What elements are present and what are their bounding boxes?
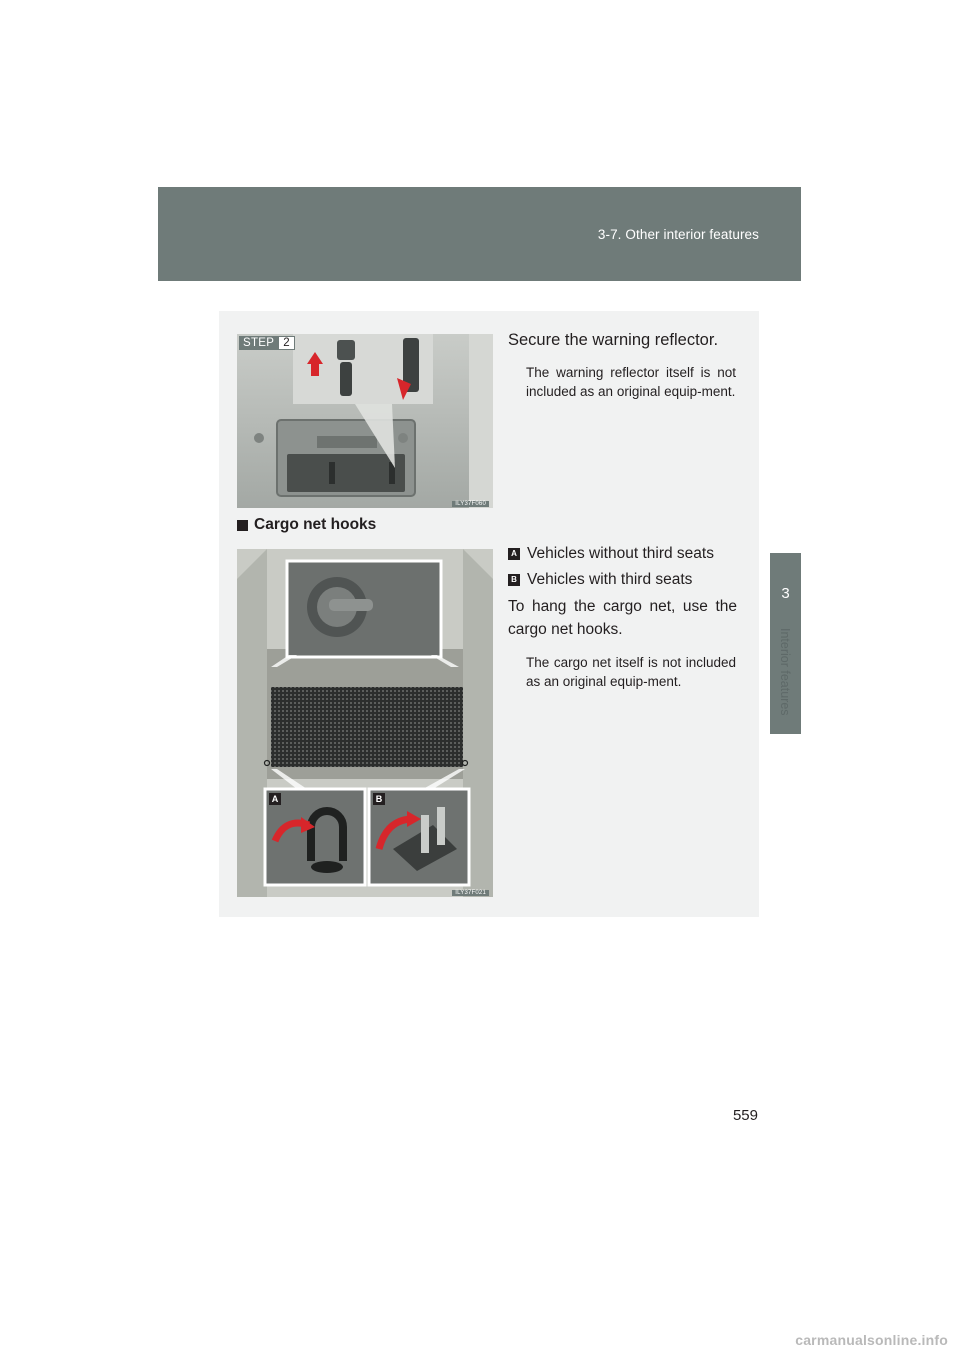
variant-a — [508, 545, 714, 563]
cargo-heading-text: Cargo net hooks — [254, 516, 377, 533]
chapter-number: 3 — [781, 585, 790, 602]
variant-a-label: Vehicles without third seats — [527, 545, 714, 562]
cargo-instructions: To hang the cargo net, use the cargo net hooks. — [508, 598, 737, 638]
variant-b-label: Vehicles with third seats — [527, 571, 693, 588]
watermark: carmanualsonline.info — [795, 1332, 948, 1348]
page-number: 559 — [732, 1107, 758, 1124]
step-heading: Secure the warning reflector. — [508, 331, 719, 349]
square-bullet-icon — [237, 520, 248, 531]
cargo-net-illustration — [237, 549, 493, 897]
inset-label-a: A — [269, 793, 281, 805]
cargo-heading — [237, 516, 376, 534]
figure-code: ILY37F021 — [452, 890, 489, 896]
variant-b-marker: B — [508, 574, 520, 586]
step-badge — [239, 336, 295, 350]
reflector-drawing — [237, 334, 493, 508]
step-number: 2 — [278, 336, 294, 350]
variant-a-marker: A — [508, 548, 520, 560]
cargo-note: The cargo net itself is not included as an original equip-ment. — [526, 655, 736, 689]
warning-reflector-illustration — [237, 334, 493, 508]
inset-label-b: B — [373, 793, 385, 805]
reflector-note: The warning reflector itself is not included as an original equip-ment. — [526, 365, 736, 399]
variant-b — [508, 571, 692, 589]
step-label: STEP — [239, 336, 278, 350]
cargo-net-drawing — [237, 549, 493, 897]
content-panel — [219, 311, 759, 917]
header-band — [158, 187, 801, 281]
chapter-label: Interior features — [778, 628, 792, 716]
figure-code: ILY37F060 — [452, 501, 489, 507]
section-title: 3-7. Other interior features — [597, 227, 759, 242]
